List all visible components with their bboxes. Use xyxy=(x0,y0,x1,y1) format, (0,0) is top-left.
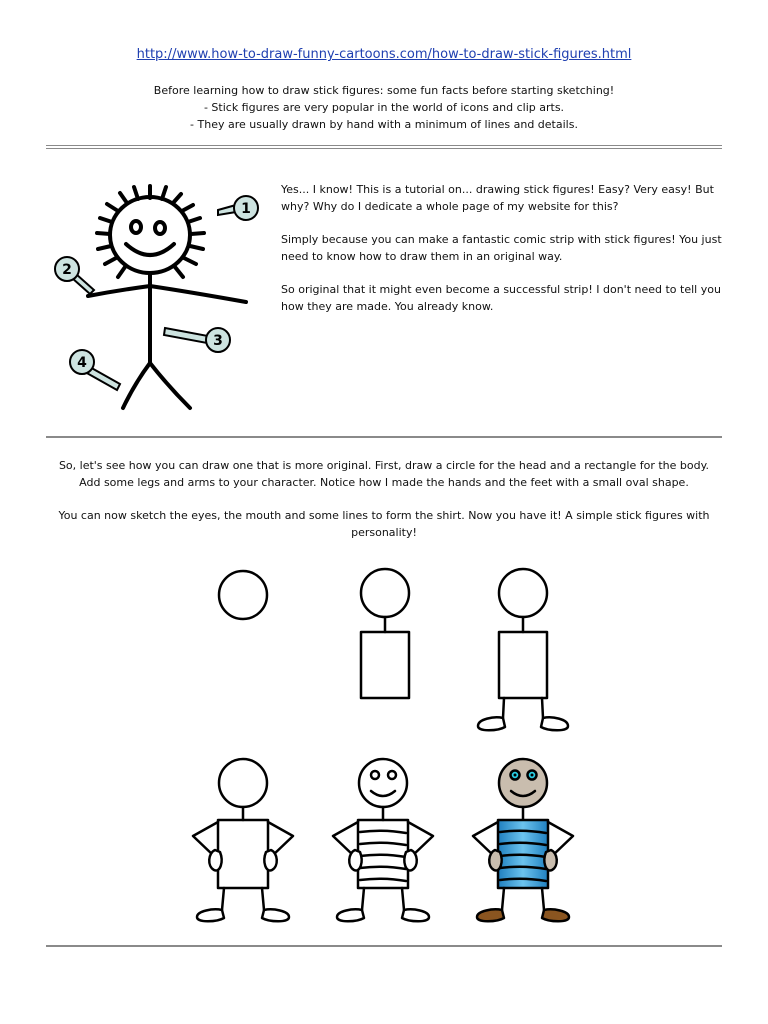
intro-line: - Stick figures are very popular in the world of icons and clip arts. xyxy=(203,101,565,114)
step-5-face-shirt xyxy=(333,759,433,921)
step-2-head-body xyxy=(361,569,409,698)
step-3-legs xyxy=(478,569,568,730)
paragraph: Yes... I know! This is a tutorial on... drawing stick figures! Easy? Very easy! But why? Why do I dedicate a whole page of my website for this? xyxy=(281,183,714,213)
svg-text:2: 2 xyxy=(62,262,72,278)
source-url-link[interactable]: http://www.how-to-draw-funny-cartoons.com/how-to-draw-stick-figures.html xyxy=(136,47,632,62)
svg-text:1: 1 xyxy=(241,201,251,217)
paragraph: You can now sketch the eyes, the mouth and some lines to form the shirt. Now you have it! A simple stick figures with personality! xyxy=(58,509,710,539)
step-6-colored xyxy=(473,759,573,921)
divider xyxy=(46,945,722,947)
intro-line: - They are usually drawn by hand with a minimum of lines and details. xyxy=(190,118,578,131)
intro-line: Before learning how to draw stick figures: some fun facts before starting sketching! xyxy=(153,84,615,97)
paragraph: So, let's see how you can draw one that is more original. First, draw a circle for the head and a rectangle for the body. Add some legs and arms to your character. Notice how I made the hands and the feet with a small oval shape. xyxy=(58,459,710,489)
svg-text:4: 4 xyxy=(77,355,87,371)
paragraph: So original that it might even become a successful strip! I don't need to tell you how they are made. You already know. xyxy=(281,283,721,313)
paragraph: Simply because you can make a fantastic comic strip with stick figures! You just need to know how to draw them in an original way. xyxy=(281,233,722,263)
step-1-head xyxy=(219,571,267,619)
svg-text:3: 3 xyxy=(213,333,223,349)
step-4-arms xyxy=(193,759,293,921)
